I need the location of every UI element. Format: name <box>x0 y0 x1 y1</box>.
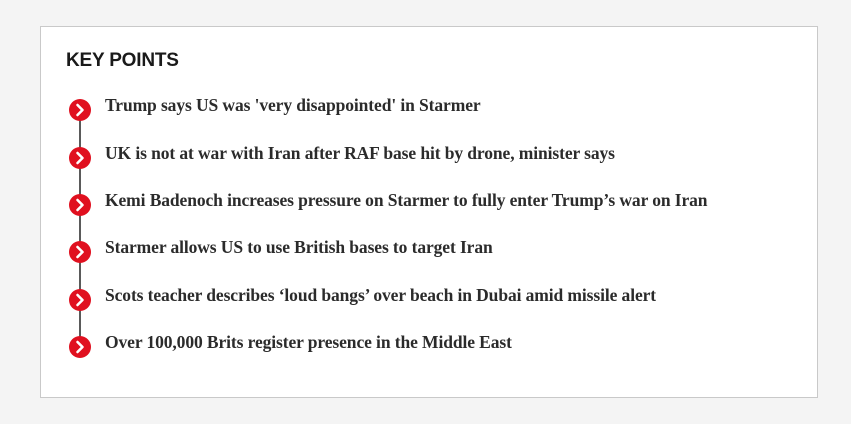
chevron-right-icon <box>69 289 91 311</box>
chevron-right-icon <box>69 336 91 358</box>
key-point-link[interactable]: Scots teacher describes ‘loud bangs’ over beach in Dubai amid missile alert <box>105 285 657 305</box>
chevron-right-icon <box>69 147 91 169</box>
key-point-link[interactable]: UK is not at war with Iran after RAF base hit by drone, minister says <box>105 143 615 163</box>
key-point-link[interactable]: Starmer allows US to use British bases to target Iran <box>105 237 493 257</box>
chevron-right-icon <box>69 241 91 263</box>
key-points-heading: KEY POINTS <box>66 50 179 71</box>
chevron-right-icon <box>69 194 91 216</box>
key-point-link[interactable]: Kemi Badenoch increases pressure on Starmer to fully enter Trump’s war on Iran <box>105 190 708 210</box>
key-point-item <box>41 188 817 218</box>
key-point-link[interactable]: Over 100,000 Brits register presence in the Middle East <box>105 332 512 352</box>
key-point-item <box>41 141 817 171</box>
key-points-panel <box>40 26 818 398</box>
key-point-link[interactable]: Trump says US was 'very disappointed' in Starmer <box>105 95 481 115</box>
key-point-item <box>41 93 817 123</box>
key-point-item <box>41 283 817 313</box>
key-point-item <box>41 235 817 265</box>
chevron-right-icon <box>69 99 91 121</box>
key-point-item <box>41 330 817 360</box>
